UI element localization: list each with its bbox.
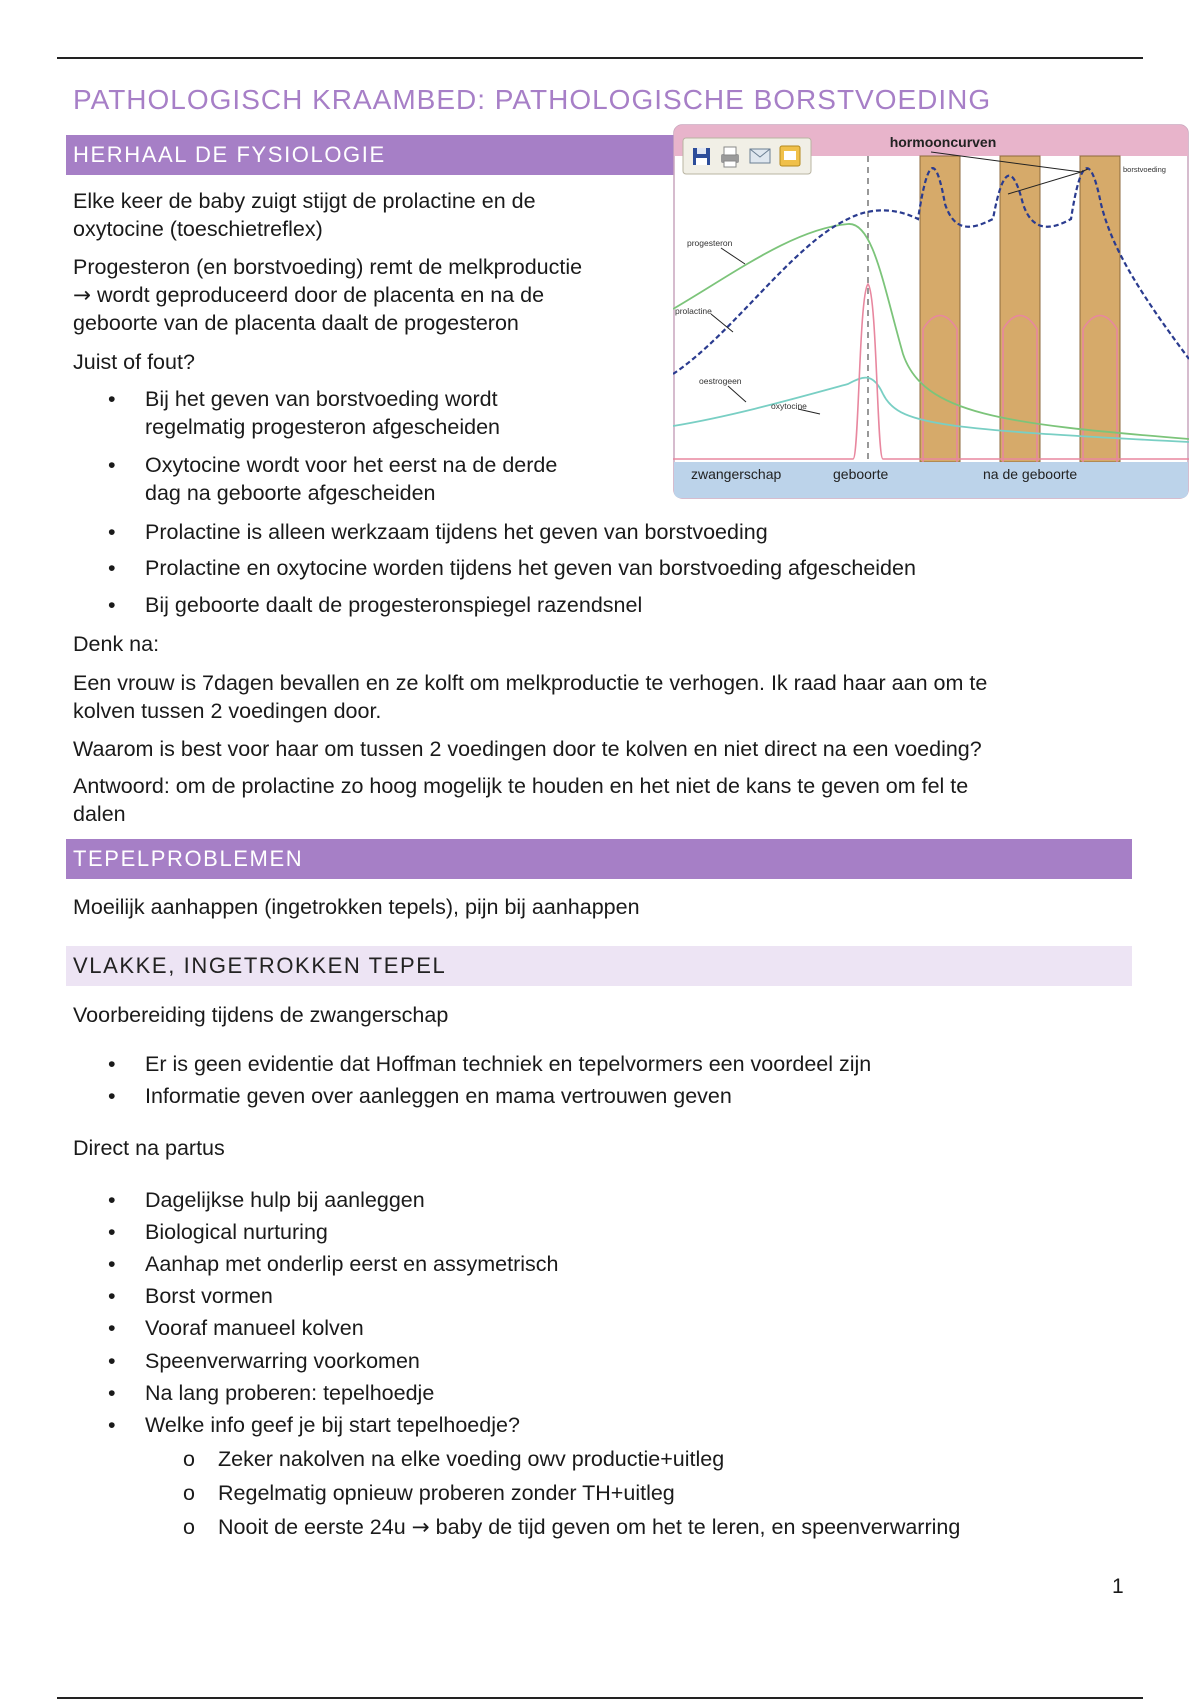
sub-list-item-text: Zeker nakolven na elke voeding owv productie+uitleg — [218, 1447, 725, 1471]
paragraph-text: wordt geproduceerd door de placenta en na de — [97, 283, 545, 307]
bullet-icon: • — [108, 1252, 116, 1276]
section-heading-text: TEPELPROBLEMEN — [73, 846, 304, 871]
sub-bullet-icon: o — [183, 1481, 195, 1505]
section-heading-tepelproblemen — [66, 839, 1132, 879]
list-item-text: regelmatig progesteron afgescheiden — [145, 415, 500, 439]
paragraph-text: Direct na partus — [73, 1136, 225, 1160]
list-item-text: Prolactine en oxytocine worden tijdens het geven van borstvoeding afgescheiden — [145, 556, 916, 580]
list-item-text: Aanhap met onderlip eerst en assymetrisch — [145, 1252, 559, 1276]
label-oestrogeen: oestrogeen — [699, 376, 742, 386]
paragraph-text: Elke keer de baby zuigt stijgt de prolactine en de — [73, 189, 536, 213]
list-item-text: Bij het geven van borstvoeding wordt — [145, 387, 498, 411]
page-number: 1 — [1112, 1575, 1124, 1598]
list-item-text: Prolactine is alleen werkzaam tijdens het geven van borstvoeding — [145, 520, 768, 544]
phase-geboorte: geboorte — [833, 466, 889, 482]
list-item-text: dag na geboorte afgescheiden — [145, 481, 436, 505]
section-heading-fysiologie — [66, 135, 681, 175]
feeding-bar — [1000, 156, 1040, 462]
bullet-icon: • — [108, 1052, 116, 1076]
list-item-text: Borst vormen — [145, 1284, 273, 1308]
bullet-icon: • — [108, 1084, 116, 1108]
bullet-icon: • — [108, 387, 116, 411]
paragraph-text: Moeilijk aanhappen (ingetrokken tepels), pijn bij aanhappen — [73, 895, 640, 919]
list-item-text: Speenverwarring voorkomen — [145, 1349, 420, 1373]
paragraph-text — [73, 281, 544, 310]
sub-bullet-icon: o — [183, 1515, 195, 1539]
print-icon[interactable] — [721, 147, 739, 167]
sub-list-item-text-part: Nooit de eerste 24u — [218, 1515, 406, 1539]
export-icon[interactable] — [780, 146, 800, 166]
bullet-icon: • — [108, 1188, 116, 1212]
paragraph-text: Voorbereiding tijdens de zwangerschap — [73, 1003, 449, 1027]
paragraph-text: Een vrouw is 7dagen bevallen en ze kolft om melkproductie te verhogen. Ik raad haar aan om te — [73, 671, 988, 695]
bottom-rule — [57, 1697, 1143, 1699]
bullet-icon: • — [108, 556, 116, 580]
label-borstvoeding: borstvoeding — [1123, 165, 1166, 174]
sub-list-item-text — [218, 1513, 960, 1542]
hormone-curves-figure — [673, 124, 1189, 499]
list-item-text: Oxytocine wordt voor het eerst na de derde — [145, 453, 558, 477]
bullet-icon: • — [108, 1284, 116, 1308]
phase-na-de-geboorte: na de geboorte — [983, 466, 1078, 482]
bullet-icon: • — [108, 453, 116, 477]
list-item-text: Welke info geef je bij start tepelhoedje? — [145, 1413, 520, 1437]
arrow-icon: → — [73, 283, 92, 308]
bullet-icon: • — [108, 593, 116, 617]
list-item-text: Er is geen evidentie dat Hoffman techniek en tepelvormers een voordeel zijn — [145, 1052, 872, 1076]
bullet-icon: • — [108, 520, 116, 544]
paragraph-text: Waarom is best voor haar om tussen 2 voedingen door te kolven en niet direct na een voeding? — [73, 737, 982, 761]
feeding-bars — [920, 156, 1120, 462]
paragraph-text: geboorte van de placenta daalt de progesteron — [73, 311, 519, 335]
save-icon[interactable] — [693, 148, 710, 165]
list-item-text: Informatie geven over aanleggen en mama vertrouwen geven — [145, 1084, 732, 1108]
figure-title: hormooncurven — [889, 134, 997, 150]
paragraph-text: oxytocine (toeschietreflex) — [73, 217, 323, 241]
email-icon[interactable] — [750, 149, 770, 163]
feeding-bar — [920, 156, 960, 462]
list-item-text: Biological nurturing — [145, 1220, 328, 1244]
paragraph-text: dalen — [73, 802, 126, 826]
question-text: Juist of fout? — [73, 350, 195, 374]
paragraph-text: Progesteron (en borstvoeding) remt de melkproductie — [73, 255, 583, 279]
phase-zwangerschap: zwangerschap — [691, 466, 782, 482]
section-heading-vlakke-tepel — [66, 946, 1132, 986]
paragraph-text: Denk na: — [73, 632, 160, 656]
list-item-text: Dagelijkse hulp bij aanleggen — [145, 1188, 425, 1212]
label-oxytocine: oxytocine — [771, 401, 807, 411]
bullet-icon: • — [108, 1349, 116, 1373]
sub-list-item-text-part: baby de tijd geven om het te leren, en speenverwarring — [435, 1515, 961, 1539]
bullet-icon: • — [108, 1220, 116, 1244]
sub-list-item-text: Regelmatig opnieuw proberen zonder TH+uitleg — [218, 1481, 675, 1505]
feeding-bar — [1080, 156, 1120, 462]
list-item-text: Vooraf manueel kolven — [145, 1316, 364, 1340]
paragraph-text: kolven tussen 2 voedingen door. — [73, 699, 382, 723]
bullet-icon: • — [108, 1413, 116, 1437]
arrow-icon: → — [411, 1515, 430, 1540]
label-progesteron: progesteron — [687, 238, 733, 248]
top-rule — [57, 57, 1143, 59]
list-item-text: Bij geboorte daalt de progesteronspiegel razendsnel — [145, 593, 643, 617]
sub-bullet-icon: o — [183, 1447, 195, 1471]
section-heading-text: VLAKKE, INGETROKKEN TEPEL — [73, 953, 447, 978]
bullet-icon: • — [108, 1381, 116, 1405]
label-prolactine: prolactine — [675, 306, 712, 316]
bullet-icon: • — [108, 1316, 116, 1340]
paragraph-text: Antwoord: om de prolactine zo hoog mogelijk te houden en het niet de kans te geven om fel te — [73, 774, 969, 798]
figure-toolbar — [683, 138, 811, 174]
section-heading-text: HERHAAL DE FYSIOLOGIE — [73, 142, 386, 167]
list-item-text: Na lang proberen: tepelhoedje — [145, 1381, 435, 1405]
page-title: PATHOLOGISCH KRAAMBED: PATHOLOGISCHE BORSTVOEDING — [73, 84, 992, 115]
